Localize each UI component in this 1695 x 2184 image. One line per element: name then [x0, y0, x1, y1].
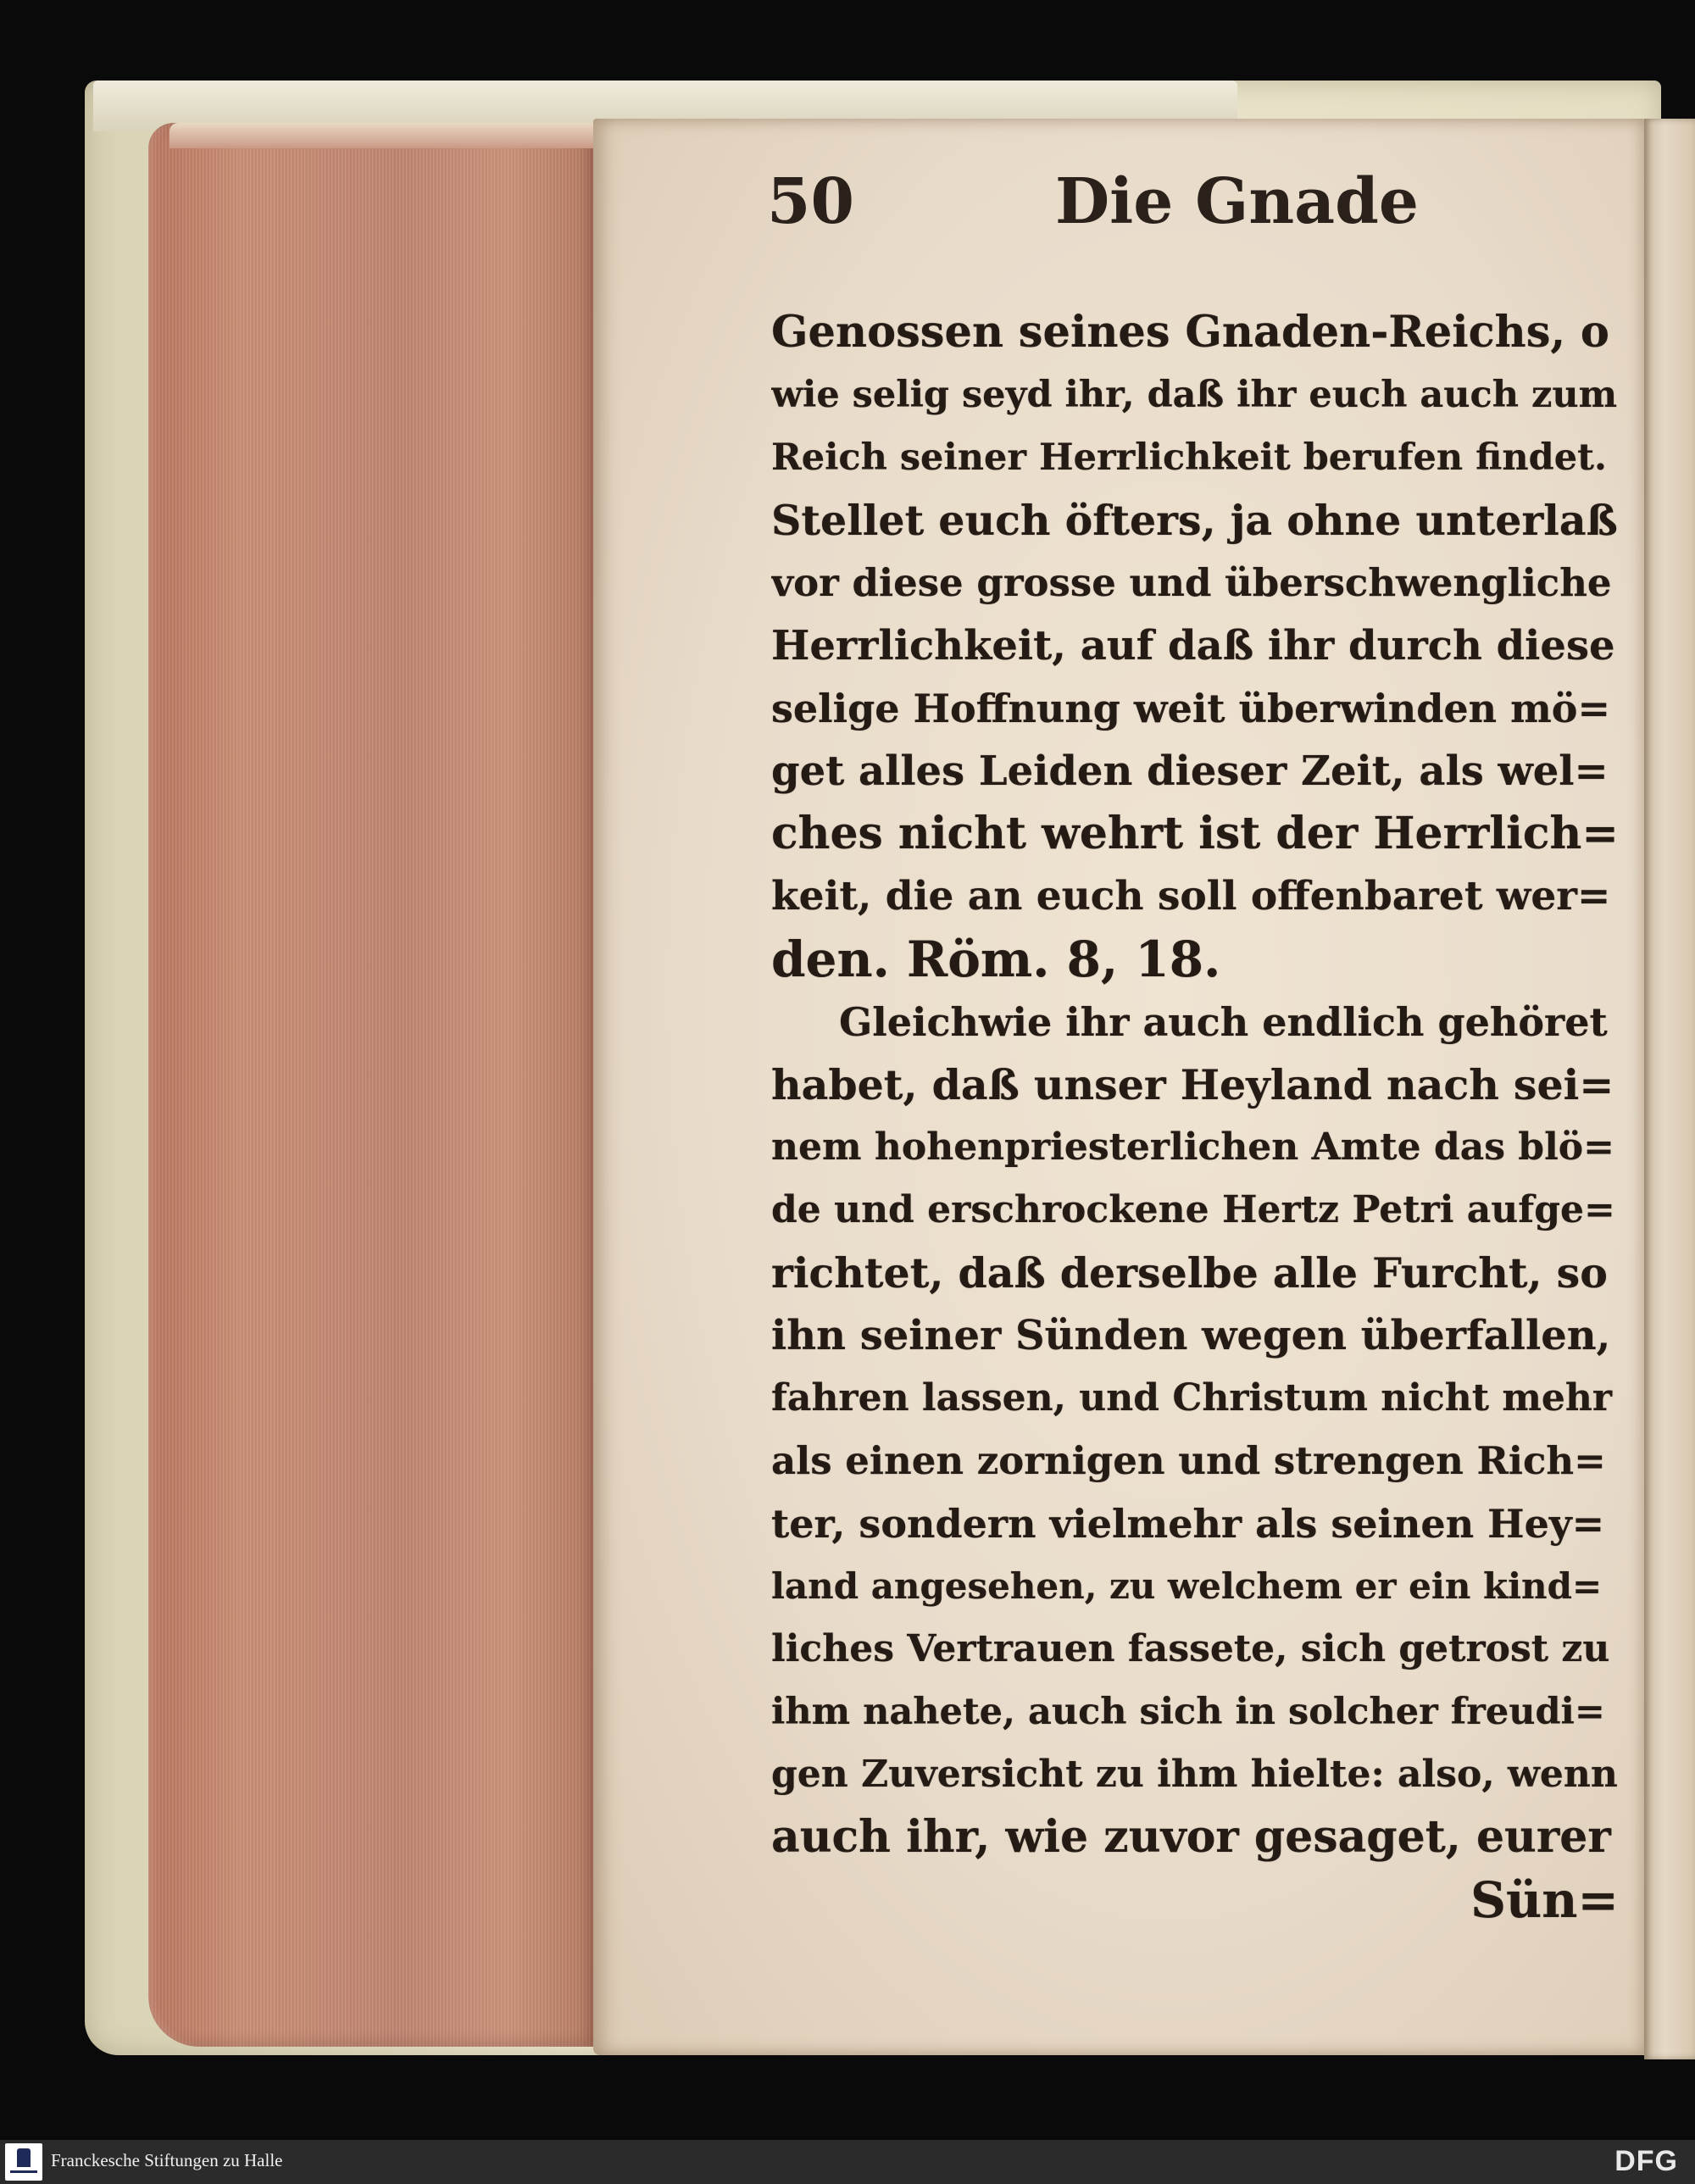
text-line: Genossen seines Gnaden-Reichs, o: [771, 307, 1609, 358]
text-line: habet, daß unser Heyland nach sei=: [771, 1060, 1614, 1109]
page-number: 50: [767, 165, 854, 238]
dfg-logo: DFG: [1614, 2145, 1678, 2177]
page-edges-block: [148, 123, 597, 2047]
text-line: ter, sondern vielmehr als seinen Hey=: [771, 1501, 1605, 1547]
text-line: Stellet euch öfters, ja ohne unterlaß: [771, 496, 1618, 545]
text-line: get alles Leiden dieser Zeit, als wel=: [771, 747, 1609, 795]
text-line: Herrlichkeit, auf daß ihr durch diese: [771, 622, 1615, 670]
text-line: land angesehen, zu welchem er ein kind=: [771, 1565, 1603, 1607]
text-line: liches Vertrauen fassete, sich getrost zu: [771, 1627, 1610, 1670]
footer-institution: Franckesche Stiftungen zu Halle: [51, 2150, 283, 2170]
page-edges-top: [170, 123, 597, 148]
text-line: vor diese grosse und überschwengliche: [771, 560, 1612, 605]
facing-page-edge: [1644, 119, 1695, 2059]
running-head-title: Die Gnade: [1055, 165, 1419, 238]
text-line: selige Hoffnung weit überwinden mö=: [771, 686, 1610, 731]
institution-logo-icon: [5, 2143, 42, 2181]
body-text: [771, 301, 1619, 1931]
text-line: de und erschrockene Hertz Petri aufge=: [771, 1188, 1615, 1231]
text-line: fahren lassen, und Christum nicht mehr: [771, 1376, 1613, 1420]
text-line: ches nicht wehrt ist der Herrlich=: [771, 808, 1619, 859]
text-line: Reich seiner Herrlichkeit berufen findet.: [771, 436, 1607, 479]
text-line: auch ihr, wie zuvor gesaget, eurer: [771, 1811, 1611, 1863]
text-line: nem hohenpriesterlichen Amte das blö=: [771, 1125, 1615, 1169]
text-line: ihm nahete, auch sich in solcher freudi=: [771, 1691, 1605, 1733]
text-line: keit, die an euch soll offenbaret wer=: [771, 873, 1611, 920]
text-line: ihn seiner Sünden wegen überfallen,: [771, 1312, 1611, 1359]
running-head: [767, 165, 1581, 242]
text-line: als einen zornigen und strengen Rich=: [771, 1438, 1606, 1483]
text-line: den. Röm. 8, 18.: [771, 931, 1221, 988]
catchword: Sün=: [1470, 1871, 1619, 1929]
text-line: gen Zuversicht zu ihm hielte: also, wenn: [771, 1753, 1618, 1796]
text-line: richtet, daß derselbe alle Furcht, so: [771, 1248, 1608, 1298]
text-line: wie selig seyd ihr, daß ihr euch auch zum: [771, 374, 1618, 416]
text-line: Gleichwie ihr auch endlich gehöret: [839, 999, 1608, 1045]
footer-bar: [0, 2140, 1695, 2184]
